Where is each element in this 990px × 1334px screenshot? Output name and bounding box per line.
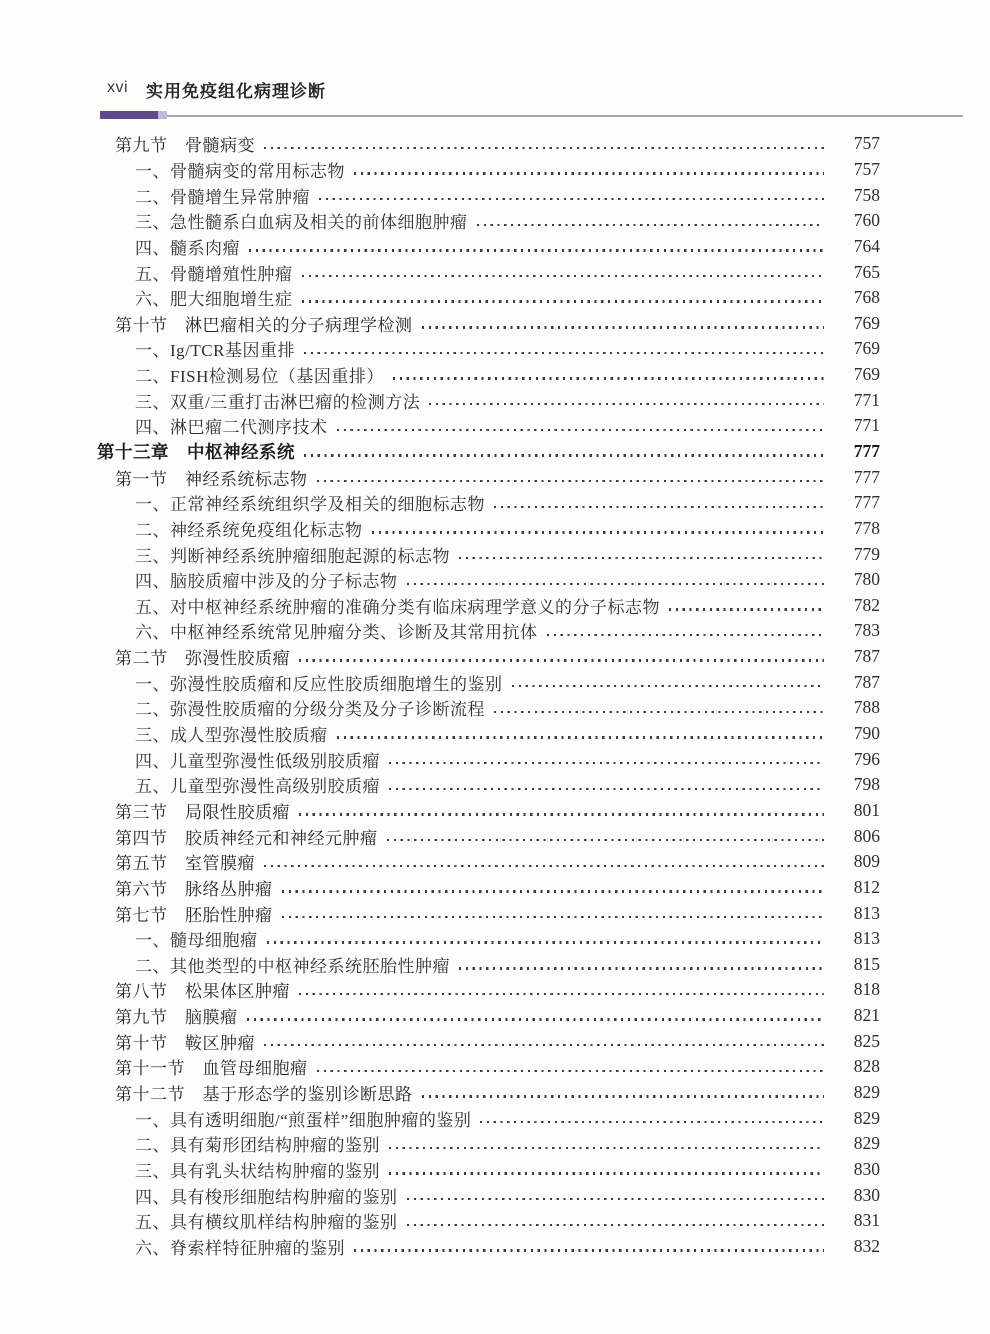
toc-entry-label: 四、儿童型弥漫性低级别胶质瘤 — [135, 751, 380, 771]
toc-entry-label: 五、对中枢神经系统肿瘤的准确分类有临床病理学意义的分子标志物 — [135, 597, 660, 617]
toc-entry-label: 第十二节 基于形态学的鉴别诊断思路 — [115, 1085, 413, 1105]
toc-entry-label: 二、FISH检测易位（基因重排） — [135, 367, 384, 387]
dot-leader — [494, 711, 824, 713]
header-accent-bar — [100, 111, 158, 119]
toc-entry-page: 779 — [853, 543, 880, 564]
dot-leader — [494, 506, 824, 508]
toc-entry-page: 830 — [853, 1158, 880, 1179]
toc-entry-label: 第八节 松果体区肿瘤 — [115, 982, 290, 1002]
toc-entry-label: 三、双重/三重打击淋巴瘤的检测方法 — [135, 392, 421, 412]
toc-entry-label: 六、中枢神经系统常见肿瘤分类、诊断及其常用抗体 — [135, 623, 538, 643]
toc-entry-label: 五、儿童型弥漫性高级别胶质瘤 — [135, 777, 380, 797]
toc-entry — [97, 1131, 880, 1157]
dot-leader — [422, 326, 825, 328]
toc-entry-page: 769 — [853, 312, 880, 333]
toc-entry — [97, 798, 880, 824]
toc-entry-label: 二、骨髓增生异常肿瘤 — [135, 187, 310, 207]
toc-entry — [97, 746, 880, 772]
header-rule — [100, 115, 963, 117]
dot-leader — [393, 377, 824, 379]
dot-leader — [372, 531, 825, 533]
dot-leader — [267, 941, 825, 943]
toc-entry-page: 787 — [853, 671, 880, 692]
dot-leader — [389, 788, 824, 790]
toc-entry-label: 六、肥大细胞增生症 — [135, 290, 293, 310]
toc-entry-label: 四、脑胶质瘤中涉及的分子标志物 — [135, 572, 398, 592]
dot-leader — [337, 429, 825, 431]
dot-leader — [407, 1198, 825, 1200]
toc-entry-label: 第一节 神经系统标志物 — [115, 469, 308, 489]
toc-entry-page: 809 — [853, 851, 880, 872]
toc-entry — [97, 823, 880, 849]
toc-entry-label: 第十一节 血管母细胞瘤 — [115, 1059, 308, 1079]
dot-leader — [317, 1070, 825, 1072]
toc-entry-page: 777 — [853, 492, 880, 513]
toc-entry-page: 825 — [853, 1030, 880, 1051]
toc-list — [97, 131, 880, 1259]
toc-entry — [97, 234, 880, 260]
toc-entry-page: 757 — [853, 158, 880, 179]
dot-leader — [459, 967, 824, 969]
toc-entry-label: 三、急性髓系白血病及相关的前体细胞肿瘤 — [135, 213, 468, 233]
toc-entry-label: 六、脊索样特征肿瘤的鉴别 — [135, 1238, 345, 1258]
toc-entry-label: 四、髓系肉瘤 — [135, 238, 240, 258]
toc-entry-page: 771 — [853, 389, 880, 410]
toc-entry-label: 第十节 鞍区肿瘤 — [115, 1033, 255, 1053]
toc-entry — [97, 362, 880, 388]
dot-leader — [317, 480, 825, 482]
toc-entry — [97, 1182, 880, 1208]
toc-entry-page: 831 — [853, 1210, 880, 1231]
toc-entry — [97, 490, 880, 516]
dot-leader — [389, 1147, 824, 1149]
toc-entry-page: 777 — [853, 441, 880, 461]
toc-entry-page: 830 — [853, 1184, 880, 1205]
toc-entry — [97, 1028, 880, 1054]
dot-leader — [264, 1044, 824, 1046]
dot-leader — [302, 300, 825, 302]
toc-entry-label: 一、髓母细胞瘤 — [135, 931, 258, 951]
toc-entry — [97, 1080, 880, 1106]
dot-leader — [264, 865, 824, 867]
toc-entry — [97, 541, 880, 567]
toc-entry — [97, 310, 880, 336]
dot-leader — [282, 916, 825, 918]
dot-leader — [264, 147, 824, 149]
toc-entry — [97, 157, 880, 183]
toc-entry — [97, 926, 880, 952]
toc-entry-page: 771 — [853, 415, 880, 436]
dot-leader — [299, 659, 824, 661]
book-title: 实用免疫组化病理诊断 — [146, 82, 326, 101]
toc-entry — [97, 413, 880, 439]
toc-entry — [97, 695, 880, 721]
toc-entry-page: 829 — [853, 1107, 880, 1128]
toc-entry-page: 787 — [853, 646, 880, 667]
toc-entry-label: 二、神经系统免疫组化标志物 — [135, 520, 363, 540]
dot-leader — [354, 172, 824, 174]
dot-leader — [319, 198, 824, 200]
dot-leader — [302, 275, 825, 277]
toc-entry-label: 三、具有乳头状结构肿瘤的鉴别 — [135, 1161, 380, 1181]
toc-entry — [97, 1208, 880, 1234]
toc-entry-label: 五、骨髓增殖性肿瘤 — [135, 264, 293, 284]
toc-entry-label: 第九节 骨髓病变 — [115, 136, 255, 156]
dot-leader — [389, 762, 824, 764]
toc-entry-label: 一、Ig/TCR基因重排 — [135, 341, 295, 361]
toc-entry — [97, 1234, 880, 1260]
dot-leader — [304, 454, 824, 456]
dot-leader — [512, 685, 825, 687]
toc-entry-page: 778 — [853, 517, 880, 538]
toc-entry-label: 第五节 室管膜瘤 — [115, 854, 255, 874]
toc-entry-label: 一、正常神经系统组织学及相关的细胞标志物 — [135, 495, 485, 515]
toc-entry-page: 760 — [853, 210, 880, 231]
toc-entry-page: 813 — [853, 902, 880, 923]
toc-entry — [97, 772, 880, 798]
dot-leader — [387, 839, 825, 841]
toc-entry — [97, 849, 880, 875]
toc-entry-label: 第十节 淋巴瘤相关的分子病理学检测 — [115, 315, 413, 335]
toc-entry — [97, 1003, 880, 1029]
dot-leader — [422, 1095, 825, 1097]
page-header — [0, 0, 990, 125]
toc-entry-page: 769 — [853, 364, 880, 385]
toc-entry-page: 777 — [853, 466, 880, 487]
dot-leader — [304, 352, 824, 354]
toc-entry — [97, 900, 880, 926]
dot-leader — [299, 813, 824, 815]
toc-entry — [97, 721, 880, 747]
dot-leader — [669, 608, 824, 610]
toc-entry-page: 818 — [853, 979, 880, 1000]
toc-entry-page: 768 — [853, 287, 880, 308]
toc-entry — [97, 952, 880, 978]
toc-entry-label: 二、具有菊形团结构肿瘤的鉴别 — [135, 1136, 380, 1156]
toc-entry-label: 第三节 局限性胶质瘤 — [115, 802, 290, 822]
dot-leader — [337, 736, 825, 738]
toc-entry-label: 第六节 脉络丛肿瘤 — [115, 879, 273, 899]
dot-leader — [407, 1224, 825, 1226]
dot-leader — [547, 634, 825, 636]
toc-entry — [97, 1157, 880, 1183]
toc-entry-page: 821 — [853, 1005, 880, 1026]
toc-entry-label: 一、弥漫性胶质瘤和反应性胶质细胞增生的鉴别 — [135, 674, 503, 694]
dot-leader — [249, 249, 824, 251]
toc-entry-page: 769 — [853, 338, 880, 359]
page-folio: xvi — [107, 79, 129, 96]
toc-entry-page: 758 — [853, 184, 880, 205]
toc-entry-page: 828 — [853, 1056, 880, 1077]
dot-leader — [354, 1249, 824, 1251]
toc-entry — [97, 285, 880, 311]
dot-leader — [299, 993, 824, 995]
toc-entry-page: 801 — [853, 799, 880, 820]
toc-entry-page: 765 — [853, 261, 880, 282]
toc-entry-label: 一、具有透明细胞/“煎蛋样”细胞肿瘤的鉴别 — [135, 1110, 472, 1130]
toc-entry — [97, 644, 880, 670]
toc-entry-page: 832 — [853, 1235, 880, 1256]
dot-leader — [282, 890, 825, 892]
toc-entry-page: 757 — [853, 133, 880, 154]
toc-entry — [97, 464, 880, 490]
dot-leader — [407, 583, 825, 585]
toc-entry-page: 780 — [853, 569, 880, 590]
dot-leader — [477, 224, 825, 226]
toc-entry — [97, 1054, 880, 1080]
toc-entry — [97, 336, 880, 362]
toc-entry-label: 四、具有梭形细胞结构肿瘤的鉴别 — [135, 1187, 398, 1207]
toc-entry — [97, 618, 880, 644]
toc-entry-page: 798 — [853, 774, 880, 795]
toc-entry — [97, 387, 880, 413]
header-accent-bar-tip — [158, 111, 167, 119]
toc-entry — [97, 567, 880, 593]
dot-leader — [389, 1172, 824, 1174]
toc-entry-page: 788 — [853, 697, 880, 718]
toc-entry-label: 第四节 胶质神经元和神经元肿瘤 — [115, 828, 378, 848]
toc-entry-label: 五、具有横纹肌样结构肿瘤的鉴别 — [135, 1213, 398, 1233]
toc-entry-page: 782 — [853, 594, 880, 615]
toc-entry — [97, 875, 880, 901]
toc-entry-label: 三、判断神经系统肿瘤细胞起源的标志物 — [135, 546, 450, 566]
toc-entry — [97, 593, 880, 619]
toc-entry-page: 764 — [853, 235, 880, 256]
toc-entry-label: 二、其他类型的中枢神经系统胚胎性肿瘤 — [135, 956, 450, 976]
dot-leader — [480, 1121, 824, 1123]
toc-entry — [97, 208, 880, 234]
toc-entry-page: 783 — [853, 620, 880, 641]
toc-entry — [97, 259, 880, 285]
toc-entry-label: 第七节 胚胎性肿瘤 — [115, 905, 273, 925]
toc-entry-label: 四、淋巴瘤二代测序技术 — [135, 418, 328, 438]
toc-entry-label: 第九节 脑膜瘤 — [115, 1008, 238, 1028]
toc-entry-label: 第十三章 中枢神经系统 — [97, 442, 295, 462]
toc-entry — [97, 182, 880, 208]
dot-leader — [459, 557, 824, 559]
toc-entry-page: 813 — [853, 928, 880, 949]
toc-entry — [97, 1105, 880, 1131]
toc-entry-page: 829 — [853, 1133, 880, 1154]
toc-entry-page: 815 — [853, 953, 880, 974]
toc-entry-page: 796 — [853, 748, 880, 769]
dot-leader — [247, 1018, 825, 1020]
toc-entry-page: 812 — [853, 876, 880, 897]
toc-entry — [97, 516, 880, 542]
toc-entry — [97, 131, 880, 157]
toc-entry-label: 三、成人型弥漫性胶质瘤 — [135, 726, 328, 746]
toc-entry-label: 一、骨髓病变的常用标志物 — [135, 161, 345, 181]
toc-entry — [97, 669, 880, 695]
dot-leader — [429, 403, 824, 405]
toc-entry-page: 790 — [853, 723, 880, 744]
toc-entry — [97, 977, 880, 1003]
toc-entry-label: 第二节 弥漫性胶质瘤 — [115, 649, 290, 669]
toc-entry-label: 二、弥漫性胶质瘤的分级分类及分子诊断流程 — [135, 700, 485, 720]
toc-entry — [97, 439, 880, 465]
toc-entry-page: 829 — [853, 1082, 880, 1103]
toc-entry-page: 806 — [853, 825, 880, 846]
